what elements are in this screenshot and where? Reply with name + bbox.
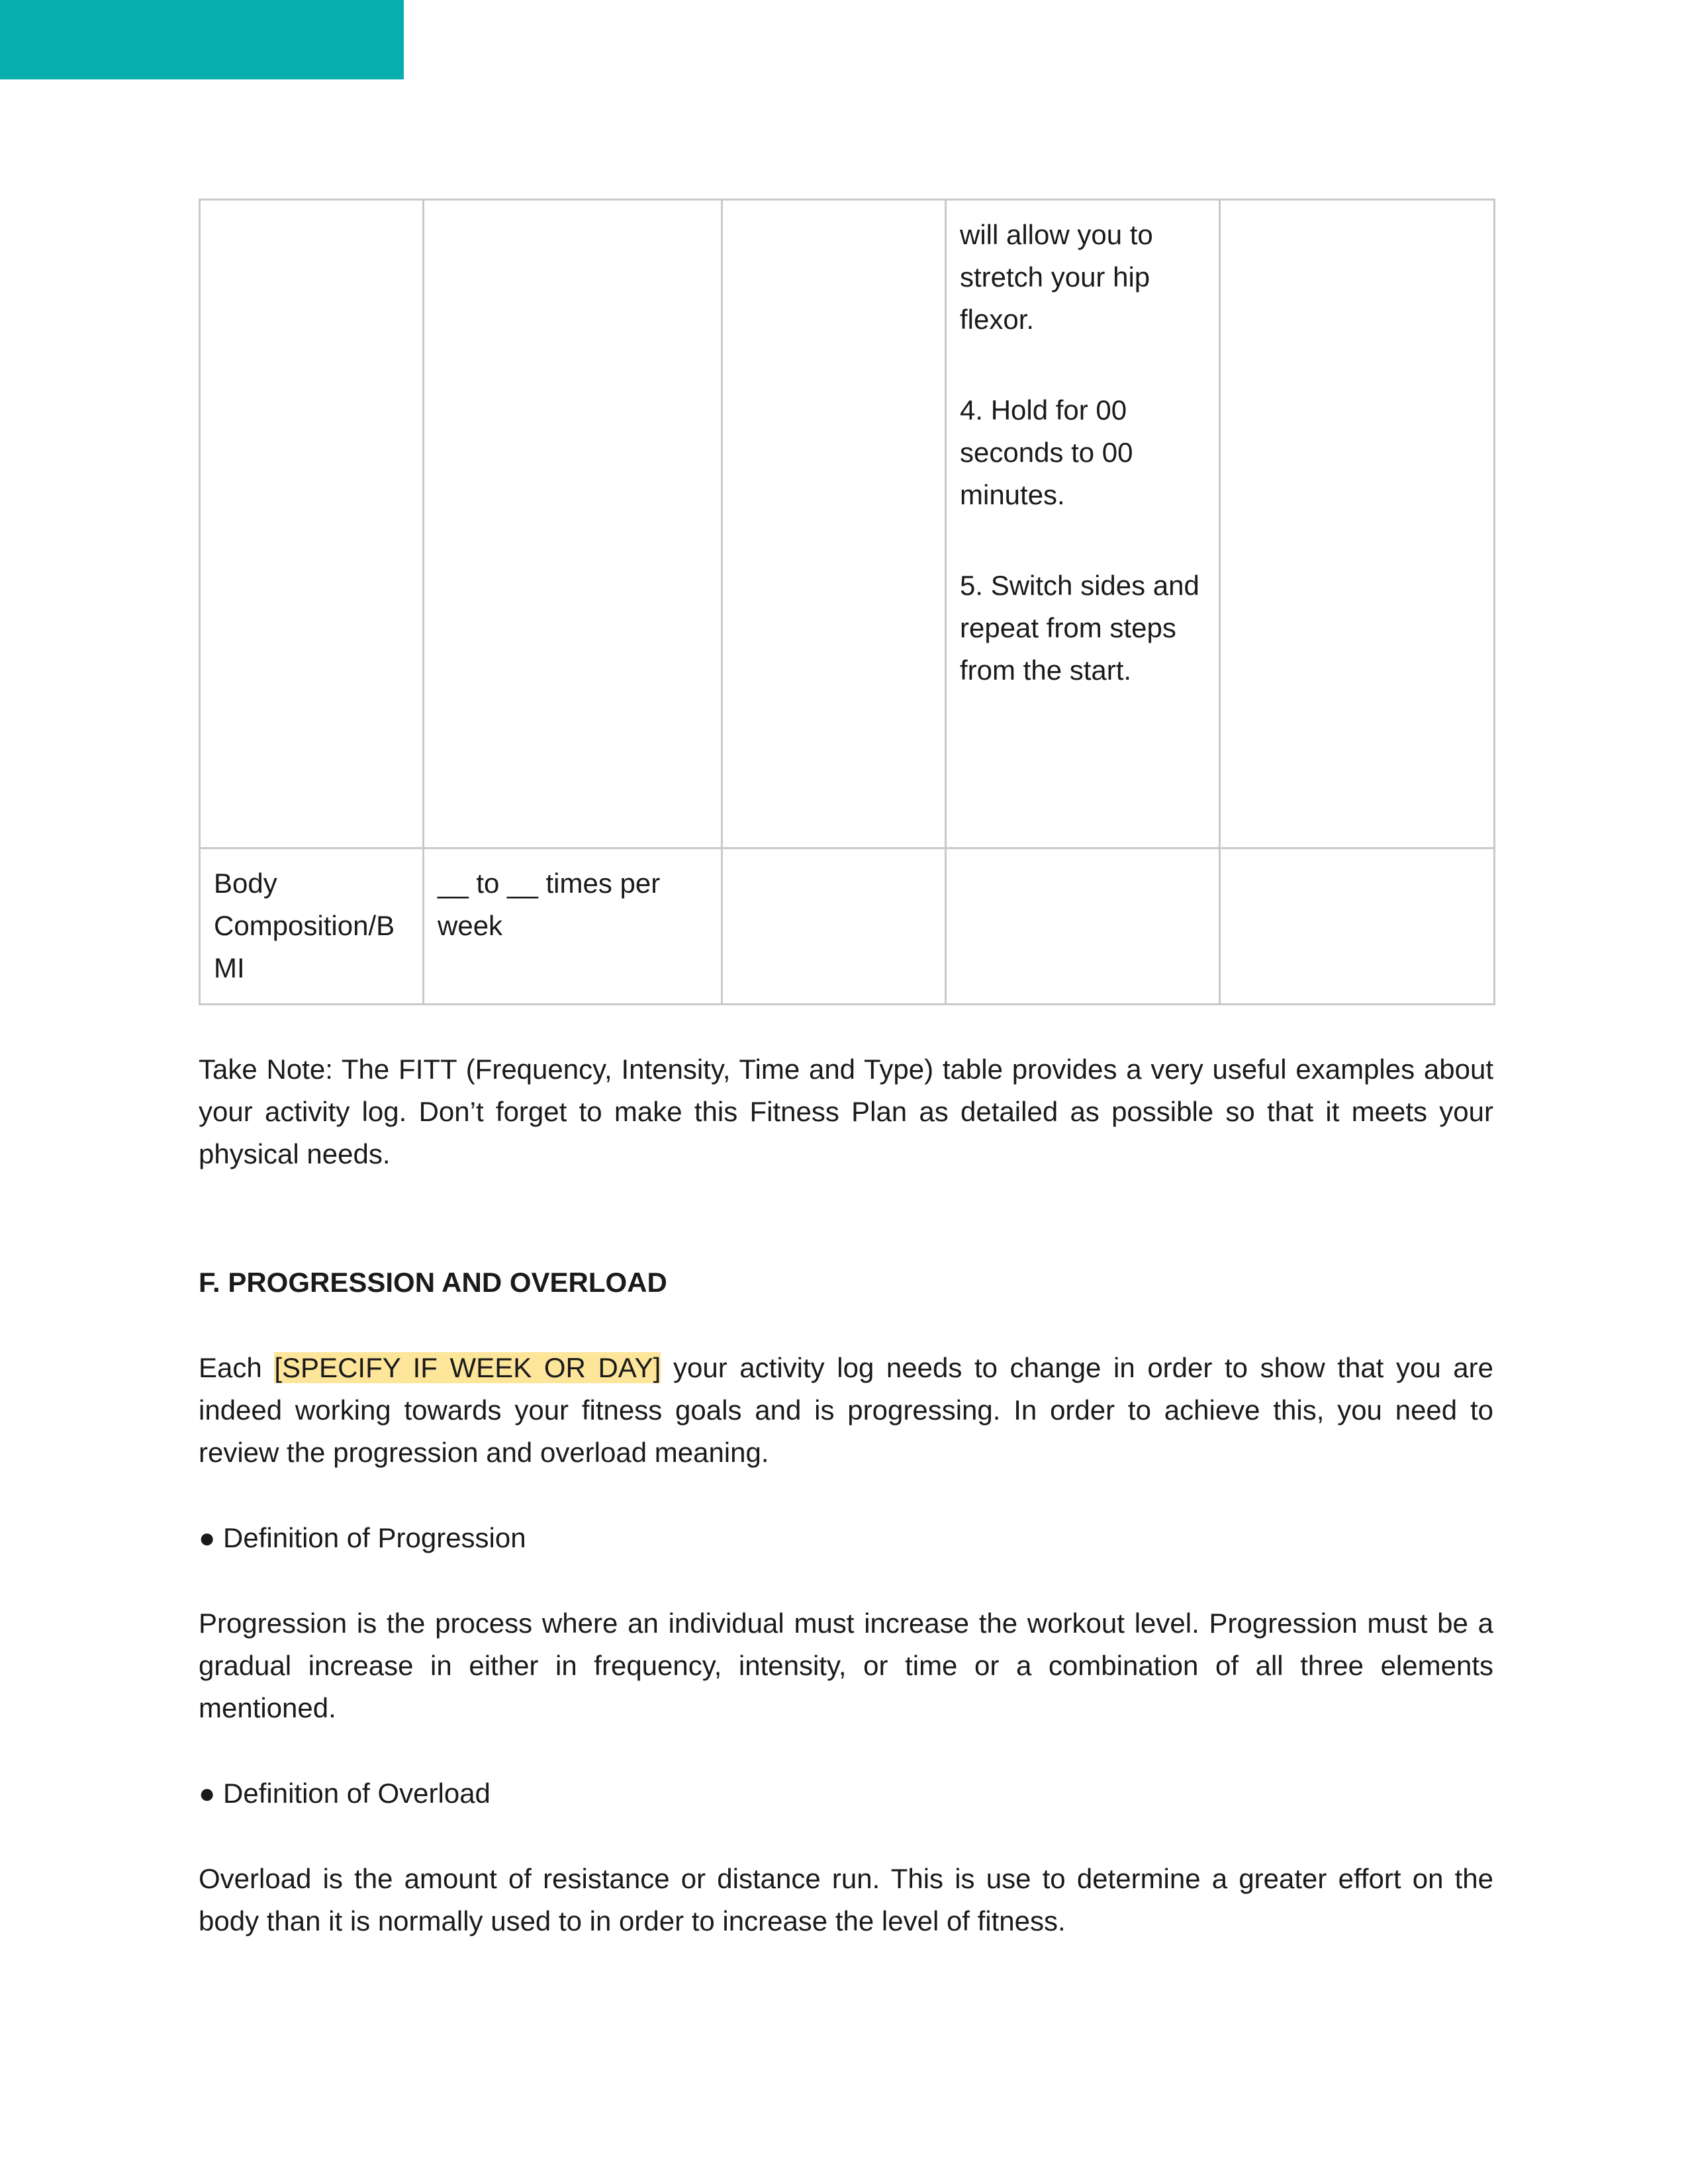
instruction-step: 5. Switch sides and repeat from steps from the start. — [960, 570, 1199, 686]
table-cell-component — [200, 200, 424, 848]
take-note-paragraph: Take Note: The FITT (Frequency, Intensity, Time and Type) table provides a very useful examples about your activity log. Don’t forget to make this Fitness Plan as detailed as possible so that it meets your physical needs. — [199, 1054, 1493, 1169]
component-label: Body Composition/B MI — [214, 868, 395, 983]
instruction-step: 4. Hold for 00 seconds to 00 minutes. — [960, 394, 1133, 510]
progression-definition-text: Progression is the process where an individual must increase the workout level. Progression must be a gradual increase in either in frequency, intensity, or time or a combination of all three elements mentioned. — [199, 1608, 1493, 1723]
instruction-step: will allow you to stretch your hip flexor. — [960, 219, 1153, 335]
table-cell-component — [200, 848, 424, 1005]
section-intro-paragraph — [199, 1347, 1493, 1474]
intro-text-after: your activity log needs to change in order to show that you are indeed working towards your fitness goals and is progressing. In order to achieve this, you need to review the progression and overload meaning. — [199, 1352, 1493, 1468]
overload-definition-heading: ● Definition of Overload — [199, 1778, 491, 1809]
table-cell-intensity — [722, 848, 946, 1005]
frequency-value: __ to __ times per week — [438, 868, 661, 941]
page-content — [199, 199, 1493, 1942]
progression-definition-heading: ● Definition of Progression — [199, 1522, 526, 1553]
table-cell-notes — [1220, 848, 1495, 1005]
table-cell-frequency — [424, 200, 722, 848]
table-cell-instructions — [946, 848, 1220, 1005]
table-cell-intensity — [722, 200, 946, 848]
table-cell-frequency — [424, 848, 722, 1005]
fitt-table — [199, 199, 1495, 1005]
table-row — [200, 848, 1495, 1005]
header-accent-bar — [0, 0, 404, 79]
table-cell-notes — [1220, 200, 1495, 848]
overload-definition-text: Overload is the amount of resistance or distance run. This is use to determine a greater effort on the body than it is normally used to in order to increase the level of fitness. — [199, 1863, 1493, 1936]
section-heading: F. PROGRESSION AND OVERLOAD — [199, 1267, 667, 1298]
intro-text-before: Each — [199, 1352, 275, 1383]
table-cell-instructions — [946, 200, 1220, 848]
table-row — [200, 200, 1495, 848]
placeholder-highlight: [SPECIFY IF WEEK OR DAY] — [274, 1352, 661, 1383]
